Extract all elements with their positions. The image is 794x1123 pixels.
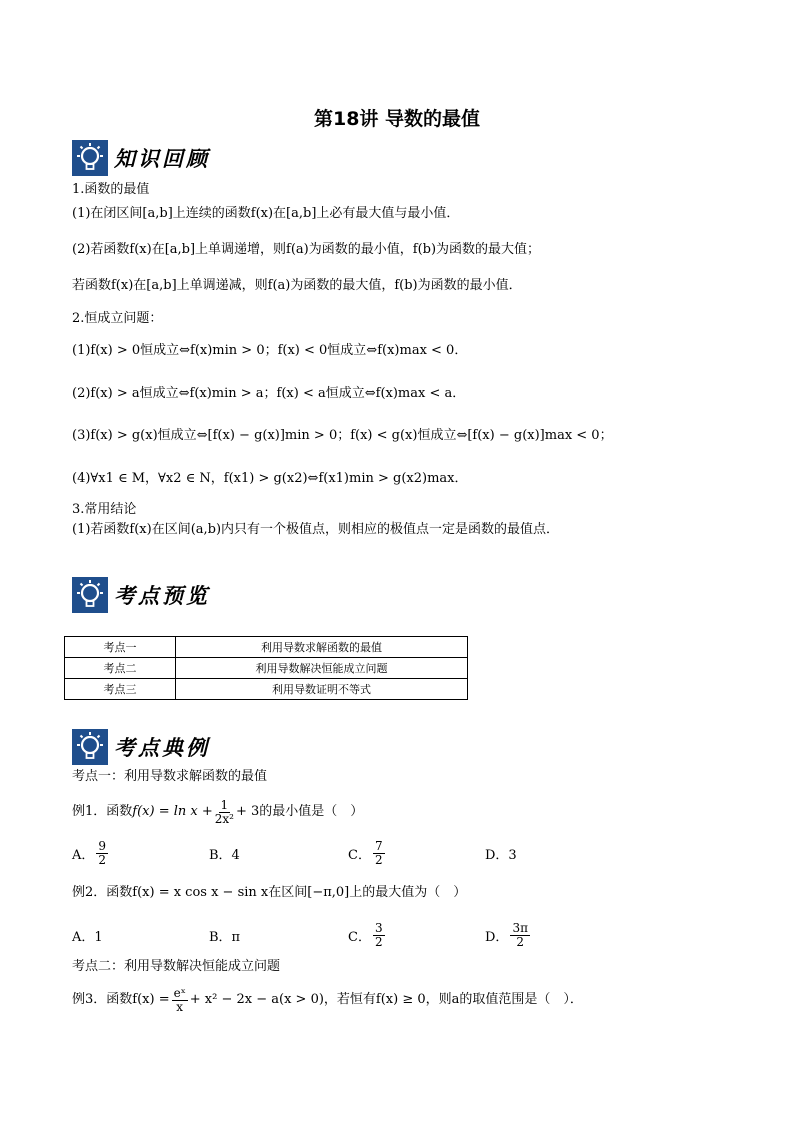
fraction-denominator: 2x² <box>214 811 234 826</box>
table-row <box>65 679 468 700</box>
fraction <box>510 922 530 949</box>
option-label: A． <box>72 847 95 863</box>
example-1-function: f(x) = ln x + <box>132 804 213 819</box>
fraction-numerator: 3π <box>512 920 528 935</box>
lightbulb-icon <box>72 577 108 613</box>
ex2-option-b <box>209 918 240 952</box>
fraction <box>96 840 108 867</box>
topic-key: 考点二 <box>65 658 176 679</box>
review-para-1: (1)在闭区间[a,b]上连续的函数f(x)在[a,b]上必有最大值与最小值． <box>72 206 460 221</box>
review-heading-3: 3.常用结论 <box>72 502 137 517</box>
ex1-option-c <box>348 836 387 870</box>
fraction <box>373 922 385 949</box>
fraction-numerator: 9 <box>98 838 107 853</box>
ex2-option-d <box>485 918 532 952</box>
topic-value: 利用导数解决恒能成立问题 <box>176 658 468 679</box>
review-heading-1: 1.函数的最值 <box>72 182 150 197</box>
table-row <box>65 658 468 679</box>
fraction-denominator: 2 <box>98 852 107 867</box>
option-label: D．3 <box>485 847 517 863</box>
ex1-option-a <box>72 836 110 870</box>
ex1-option-b <box>209 836 240 870</box>
review-condition-1: (1)f(x) > 0恒成立⇔f(x)min > 0；f(x) < 0恒成立⇔f(x)max < 0． <box>72 343 468 358</box>
fraction-numerator: 7 <box>374 838 383 853</box>
topics-table <box>64 636 468 700</box>
example-2: 例2．函数f(x) = x cos x − sin x在区间[−π,0]上的最大值为（ ） <box>72 885 467 900</box>
fraction-denominator: 2 <box>374 934 383 949</box>
topic-value: 利用导数证明不等式 <box>176 679 468 700</box>
review-condition-2: (2)f(x) > a恒成立⇔f(x)min > a；f(x) < a恒成立⇔f(x)max < a． <box>72 386 466 401</box>
section-header-review <box>72 136 210 180</box>
fraction <box>373 840 385 867</box>
review-para-3: 若函数f(x)在[a,b]上单调递减，则f(a)为函数的最大值，f(b)为函数的最小值． <box>72 278 522 293</box>
topic-key: 考点一 <box>65 637 176 658</box>
lightbulb-icon <box>72 140 108 176</box>
section-header-examples <box>72 725 210 769</box>
example-1-suffix: + 3的最小值是（ ） <box>235 804 364 819</box>
option-label: B．4 <box>209 847 240 863</box>
fraction-numerator: 3 <box>374 920 383 935</box>
review-heading-2: 2.恒成立问题： <box>72 311 163 326</box>
fraction <box>172 987 188 1014</box>
fraction-denominator: 2 <box>374 852 383 867</box>
option-label: C． <box>348 929 371 945</box>
example-3 <box>72 982 583 1018</box>
review-para-4: (1)若函数f(x)在区间(a,b)内只有一个极值点，则相应的极值点一定是函数的最值点． <box>72 522 560 537</box>
topic-value: 利用导数求解函数的最值 <box>176 637 468 658</box>
example-1-prefix: 例1．函数 <box>72 804 133 819</box>
topic-heading-1: 考点一：利用导数求解函数的最值 <box>72 769 268 784</box>
topic-heading-2: 考点二：利用导数解决恒能成立问题 <box>72 959 281 974</box>
fraction-numerator: 1 <box>220 797 229 812</box>
option-label: C． <box>348 847 371 863</box>
fraction <box>215 799 234 826</box>
ex1-option-d <box>485 836 517 870</box>
fraction-numerator: eˣ <box>173 985 186 1000</box>
option-label: A．1 <box>72 929 103 945</box>
ex2-option-c <box>348 918 387 952</box>
page-title: 第18讲 导数的最值 <box>313 108 481 130</box>
section-title-examples: 考点典例 <box>114 735 210 760</box>
example-3-suffix: + x² − 2x − a(x > 0)，若恒有f(x) ≥ 0，则a的取值范围是（ ）． <box>189 992 583 1007</box>
topic-key: 考点三 <box>65 679 176 700</box>
section-title-preview: 考点预览 <box>114 583 210 608</box>
review-para-2: (2)若函数f(x)在[a,b]上单调递增，则f(a)为函数的最小值，f(b)为函数的最大值； <box>72 242 541 257</box>
table-row <box>65 637 468 658</box>
option-label: D． <box>485 929 509 945</box>
fraction-denominator: 2 <box>516 934 525 949</box>
fraction-denominator: x <box>176 999 184 1014</box>
review-condition-3: (3)f(x) > g(x)恒成立⇔[f(x) − g(x)]min > 0；f(x) < g(x)恒成立⇔[f(x) − g(x)]max < 0； <box>72 428 613 443</box>
ex2-option-a <box>72 918 103 952</box>
review-condition-4: (4)∀x1 ∈ M，∀x2 ∈ N，f(x1) > g(x2)⇔f(x1)min > g(x2)max． <box>72 471 468 486</box>
example-3-prefix: 例3．函数f(x) = <box>72 992 170 1007</box>
section-title-review: 知识回顾 <box>114 146 210 171</box>
example-1 <box>72 794 363 830</box>
section-header-preview <box>72 573 210 617</box>
lightbulb-icon <box>72 729 108 765</box>
option-label: B．π <box>209 929 241 945</box>
